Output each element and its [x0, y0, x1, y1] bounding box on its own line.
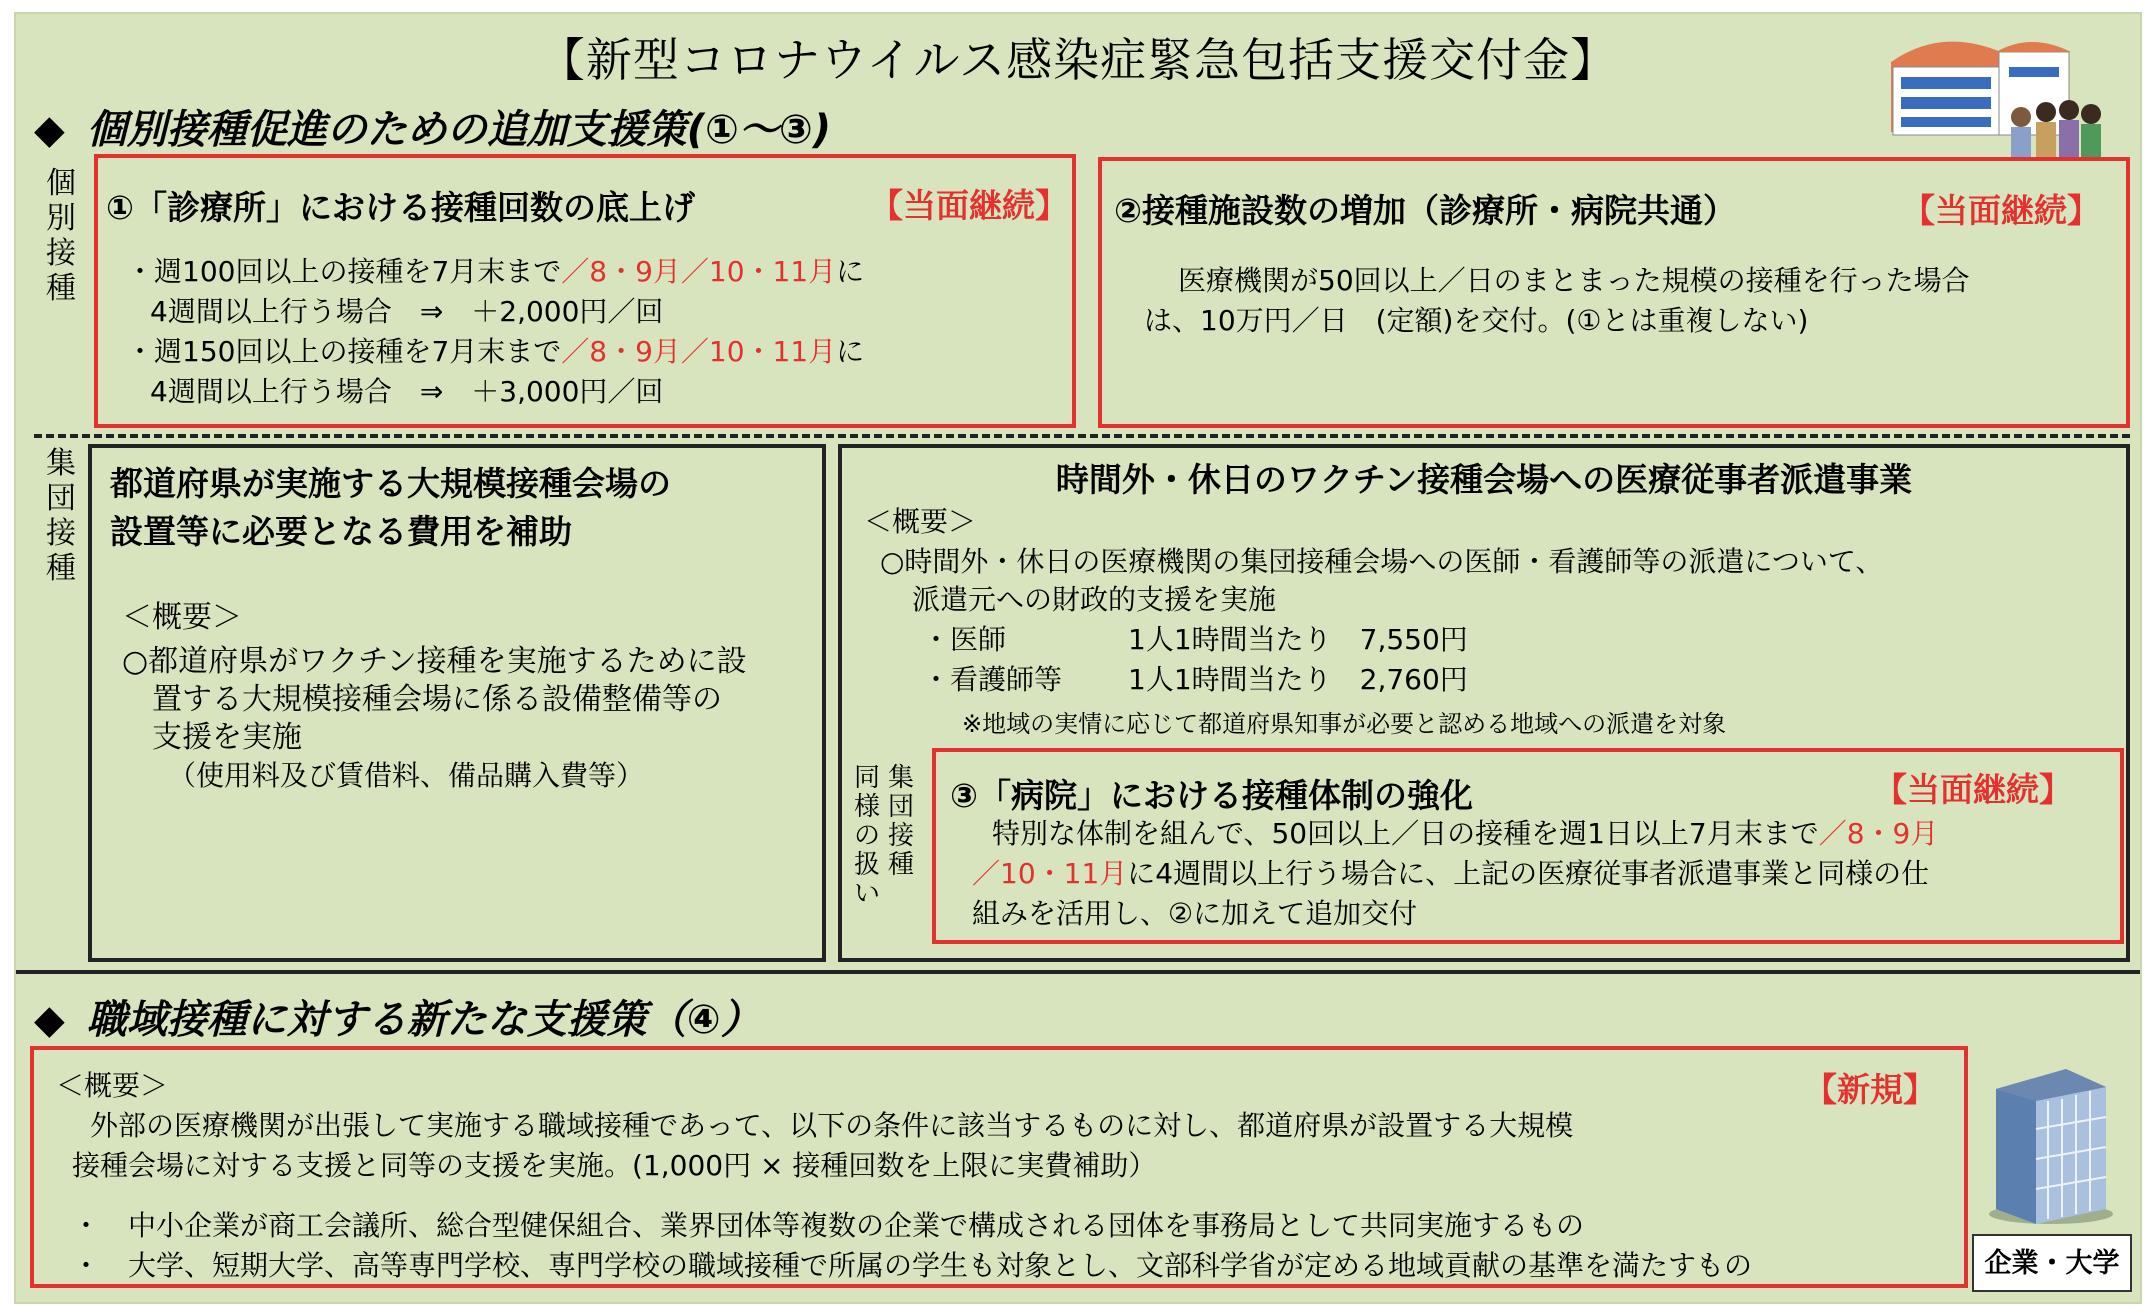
- label-individual: 個 別 接 種: [46, 166, 76, 306]
- box-clinic: [94, 154, 1076, 428]
- box-mass-heading1: 都道府県が実施する大規模接種会場の: [110, 464, 671, 503]
- box-hospital-line3: 組みを活用し、②に加えて追加交付: [972, 897, 1418, 930]
- box-mass-line4: （使用料及び賃借料、備品購入費等）: [168, 759, 645, 792]
- box-hospital-heading: ③「病院」における接種体制の強化: [950, 776, 1473, 815]
- box-workplace-bullet1: ・ 中小企業が商工会議所、総合型健保組合、業界団体等複数の企業で構成される団体を事務局として共同実施するもの: [72, 1209, 1585, 1242]
- page-title: 【新型コロナウイルス感染症緊急包括支援交付金】: [538, 33, 1618, 87]
- box-facilities-heading: ②接種施設数の増加（診療所・病院共通）: [1114, 191, 1736, 230]
- box-clinic-line1: ・週100回以上の接種を7月末まで／8・9月／10・11月に: [126, 255, 865, 288]
- label-same: 同 様 の 扱 い: [853, 763, 880, 909]
- box-mass-heading2: 設置等に必要となる費用を補助: [110, 512, 572, 551]
- label-group: 集 団 接 種: [46, 446, 76, 586]
- company-university-caption: 企業・大学: [1972, 1234, 2132, 1292]
- box-dispatch-doctor-value: 1人1時間当たり 7,550円: [1128, 623, 1468, 656]
- section1-heading: [34, 98, 831, 155]
- box-clinic-line2: 4週間以上行う場合 ⇒ ＋2,000円／回: [150, 295, 664, 328]
- box-dispatch-note: ※地域の実情に応じて都道府県知事が必要と認める地域への派遣を対象: [962, 710, 1727, 738]
- diamond-icon: ◆: [34, 107, 65, 153]
- box-hospital-line2: ／10・11月に4週間以上行う場合に、上記の医療従事者派遣事業と同様の仕: [972, 857, 1930, 890]
- box-mass-overview: ＜概要＞: [122, 600, 242, 635]
- box-facilities-tag: 【当面継続】: [1902, 191, 2100, 230]
- box-workplace-bullet2: ・ 大学、短期大学、高等専門学校、専門学校の職域接種で所属の学生も対象とし、文部科学省が定める地域貢献の基準を満たすもの: [72, 1249, 1753, 1282]
- box-dispatch-line2: 派遣元への財政的支援を実施: [912, 583, 1277, 616]
- box-workplace-line1: 外部の医療機関が出張して実施する職域接種であって、以下の条件に該当するものに対し、都道府県が設置する大規模: [90, 1109, 1574, 1142]
- box-workplace: [30, 1046, 1968, 1288]
- box-workplace-line2: 接種会場に対する支援と同等の支援を実施。(1,000円 × 接種回数を上限に実費補助）: [72, 1149, 1157, 1182]
- box-workplace-tag: 【新規】: [1804, 1070, 1936, 1109]
- box-facilities-line1: 医療機関が50回以上／日のまとまった規模の接種を行った場合: [1178, 264, 1970, 297]
- box-hospital-tag: 【当面継続】: [1874, 770, 2072, 809]
- box-clinic-heading: ①「診療所」における接種回数の底上げ: [106, 188, 695, 227]
- diamond-icon: ◆: [34, 997, 65, 1043]
- box-dispatch-line1: ○時間外・休日の医療機関の集団接種会場への医師・看護師等の派遣について、: [880, 545, 1884, 578]
- box-dispatch-nurse-value: 1人1時間当たり 2,760円: [1128, 663, 1468, 696]
- box-dispatch-overview: ＜概要＞: [864, 505, 977, 538]
- section2-heading: [34, 988, 761, 1045]
- box-hospital-line1: 特別な体制を組んで、50回以上／日の接種を週1日以上7月末まで／8・9月: [992, 817, 1939, 850]
- section2-heading-text: 職域接種に対する新たな支援策（④）: [86, 997, 761, 1043]
- slide: [14, 12, 2142, 1304]
- divider-dashed: [34, 434, 2130, 438]
- label-same-group: 集 団 接 種: [887, 763, 914, 880]
- box-mass-vaccination: [88, 444, 826, 962]
- box-clinic-tag: 【当面継続】: [870, 186, 1068, 225]
- box-clinic-line4: 4週間以上行う場合 ⇒ ＋3,000円／回: [150, 375, 664, 408]
- box-dispatch-heading: 時間外・休日のワクチン接種会場への医療従事者派遣事業: [1055, 460, 1913, 499]
- box-dispatch-nurse-label: ・看護師等: [922, 663, 1063, 696]
- box-clinic-line3: ・週150回以上の接種を7月末まで／8・9月／10・11月に: [126, 335, 865, 368]
- hospital-illustration: [1871, 22, 2111, 162]
- box-dispatch-doctor-label: ・医師: [922, 623, 1007, 656]
- box-hospital: [932, 748, 2124, 944]
- box-mass-line1: ○都道府県がワクチン接種を実施するために設: [122, 644, 747, 679]
- office-building-illustration: [1976, 1059, 2126, 1229]
- box-facilities-line2: は、10万円／日 (定額)を交付。(①とは重複しない): [1144, 304, 1809, 337]
- box-mass-line2: 置する大規模接種会場に係る設備整備等の: [152, 682, 722, 717]
- divider-solid: [16, 970, 2140, 974]
- label-same-treatment: [848, 764, 920, 909]
- box-facilities: [1098, 157, 2130, 428]
- box-workplace-overview: ＜概要＞: [56, 1069, 169, 1102]
- section1-heading-text: 個別接種促進のための追加支援策(①～③): [86, 107, 832, 153]
- box-mass-line3: 支援を実施: [152, 720, 302, 755]
